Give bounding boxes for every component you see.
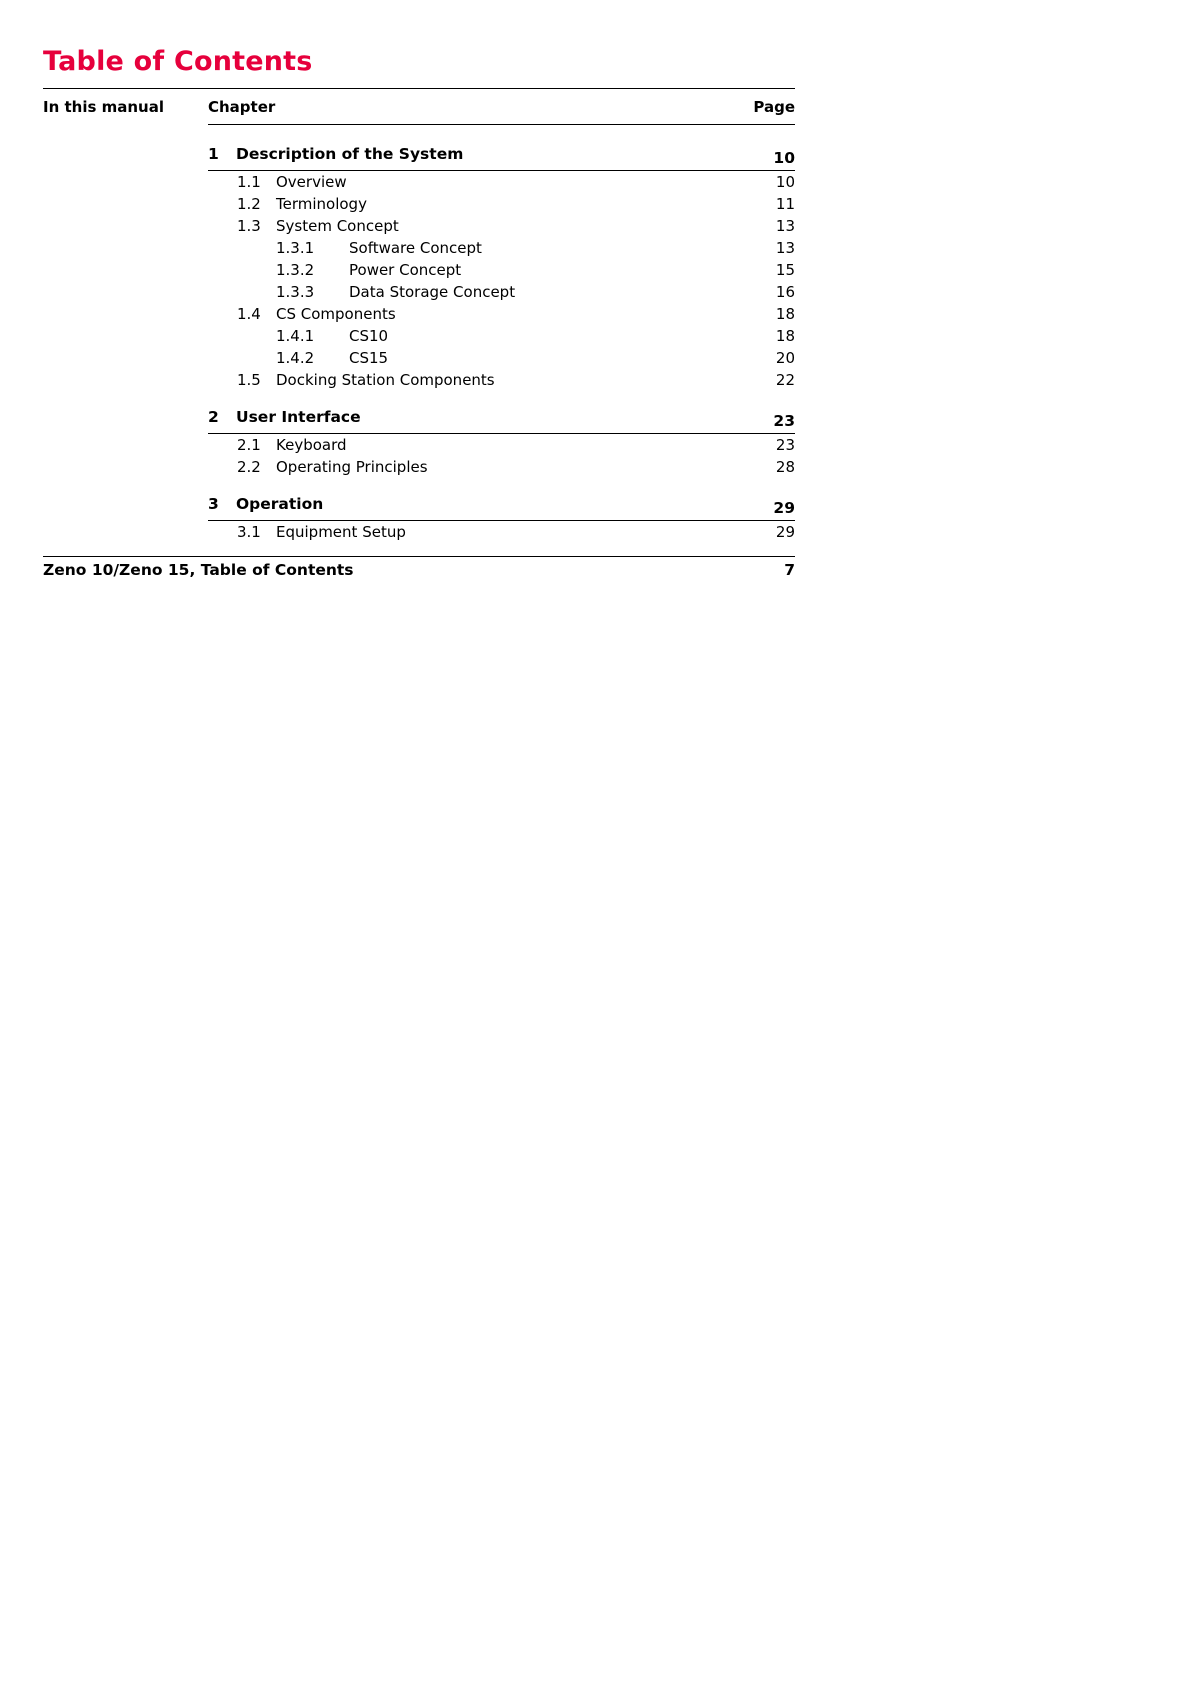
- chapter-number: 1: [208, 145, 219, 163]
- toc-chapter-row[interactable]: [208, 399, 795, 434]
- section-page-number: 13: [775, 217, 795, 235]
- chapter-column-header: Chapter: [208, 98, 276, 116]
- section-page-number: 18: [775, 327, 795, 345]
- chapter-page-number: 29: [773, 499, 795, 517]
- page-title: Table of Contents: [43, 46, 313, 77]
- chapter-number: 2: [208, 408, 219, 426]
- section-page-number: 20: [775, 349, 795, 367]
- section-title: Overview: [276, 173, 347, 191]
- section-page-number: 13: [775, 239, 795, 257]
- toc-subsection-row[interactable]: [208, 259, 795, 281]
- section-title: Equipment Setup: [276, 523, 406, 541]
- side-label: In this manual: [43, 98, 164, 116]
- section-number: 1.4.1: [276, 327, 315, 345]
- chapter-title: Description of the System: [236, 145, 464, 163]
- section-title: CS10: [349, 327, 389, 345]
- toc-chapter-row[interactable]: [208, 486, 795, 521]
- section-number: 1.2: [237, 195, 261, 213]
- toc-section-row[interactable]: [208, 456, 795, 478]
- section-page-number: 22: [775, 371, 795, 389]
- section-page-number: 11: [775, 195, 795, 213]
- toc-section-row[interactable]: [208, 215, 795, 237]
- section-number: 1.3: [237, 217, 261, 235]
- section-page-number: 18: [775, 305, 795, 323]
- footer-text: Zeno 10/Zeno 15, Table of Contents: [43, 561, 354, 579]
- section-title: System Concept: [276, 217, 399, 235]
- section-title: Docking Station Components: [276, 371, 495, 389]
- section-number: 1.5: [237, 371, 261, 389]
- toc-subsection-row[interactable]: [208, 281, 795, 303]
- chapter-title: Operation: [236, 495, 324, 513]
- section-title: Terminology: [276, 195, 367, 213]
- section-title: Software Concept: [349, 239, 482, 257]
- section-title: CS Components: [276, 305, 396, 323]
- section-number: 1.4.2: [276, 349, 315, 367]
- section-number: 1.1: [237, 173, 261, 191]
- section-title: CS15: [349, 349, 389, 367]
- toc-chapter-row[interactable]: [208, 136, 795, 171]
- toc-section-row[interactable]: [208, 369, 795, 391]
- toc-section-row[interactable]: [208, 193, 795, 215]
- toc-section-row[interactable]: [208, 303, 795, 325]
- section-page-number: 10: [775, 173, 795, 191]
- section-title: Data Storage Concept: [349, 283, 516, 301]
- page-column-header: Page: [753, 98, 795, 116]
- section-title: Power Concept: [349, 261, 462, 279]
- section-number: 1.3.3: [276, 283, 315, 301]
- title-rule: [43, 88, 795, 89]
- section-number: 1.4: [237, 305, 261, 323]
- chapter-title: User Interface: [236, 408, 361, 426]
- section-number: 1.3.2: [276, 261, 315, 279]
- section-number: 1.3.1: [276, 239, 315, 257]
- section-page-number: 29: [775, 523, 795, 541]
- header-rule: [208, 124, 795, 125]
- toc-section-row[interactable]: [208, 171, 795, 193]
- section-number: 3.1: [237, 523, 261, 541]
- toc-section-row[interactable]: [208, 434, 795, 456]
- toc-section-row[interactable]: [208, 521, 795, 543]
- section-page-number: 16: [775, 283, 795, 301]
- section-page-number: 23: [775, 436, 795, 454]
- chapter-page-number: 23: [773, 412, 795, 430]
- section-title: Keyboard: [276, 436, 347, 454]
- section-number: 2.1: [237, 436, 261, 454]
- toc-subsection-row[interactable]: [208, 237, 795, 259]
- footer-page-number: 7: [784, 561, 795, 579]
- toc-list: [208, 136, 795, 543]
- section-page-number: 28: [775, 458, 795, 476]
- section-title: Operating Principles: [276, 458, 428, 476]
- chapter-number: 3: [208, 495, 219, 513]
- section-page-number: 15: [775, 261, 795, 279]
- section-number: 2.2: [237, 458, 261, 476]
- footer-rule: [43, 556, 795, 557]
- toc-subsection-row[interactable]: [208, 325, 795, 347]
- chapter-page-number: 10: [773, 149, 795, 167]
- toc-subsection-row[interactable]: [208, 347, 795, 369]
